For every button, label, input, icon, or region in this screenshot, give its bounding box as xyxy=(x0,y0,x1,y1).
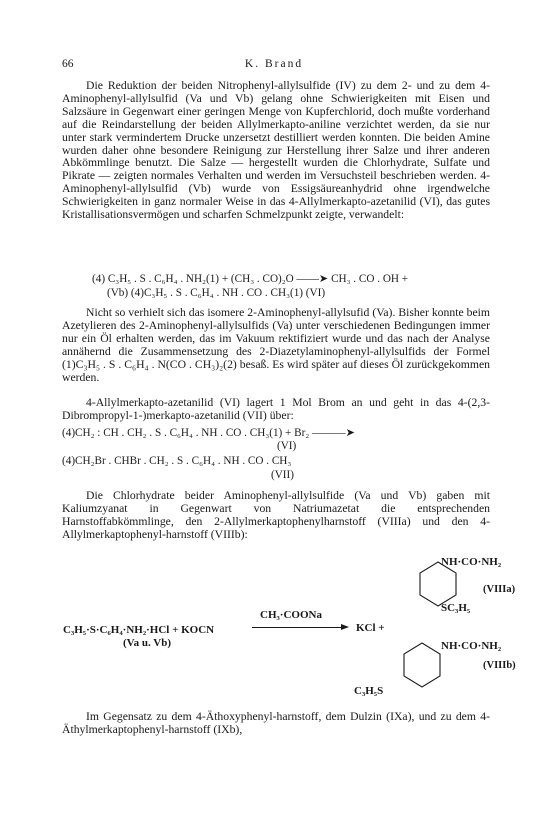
viiib-substituent-allylthio: C₃H₅S xyxy=(354,685,384,697)
running-head: K. Brand xyxy=(244,58,304,70)
equation-bromination-line2: (4)CH₂Br . CHBr . CH₂ . S . C₆H₄ . NH . CO . CH₃ xyxy=(62,455,292,467)
paragraph-bromine: 4-Allylmerkapto-azetanilid (VI) lagert 1 Mol Brom an und geht in das 4-(2,3-Dibrompropyl-1-)merkapto-azetanilid (VII) über: xyxy=(62,396,490,422)
viiib-substituent-urea: NH·CO·NH₂ xyxy=(441,640,502,652)
paragraph-urea: Die Chlorhydrate beider Aminophenyl-allylsulfide (Va und Vb) gaben mit Kaliumzyanat in Gegenwart von Natriumazetat die entsprechenden Harnstoffabkömmlinge, den 2-Allylmerkaptophenylharnstoff (VIIIa) und den 4-Allylmerkaptophenyl-harnstoff (VIIIb): xyxy=(62,489,490,541)
paragraph-isomer: Nicht so verhielt sich das isomere 2-Aminophenyl-allylsufid (Va). Bisher konnte beim Azetylieren des 2-Aminophenyl-allylsulfids (Va) unter verschiedenen Bedingungen immer nur ein Öl erhalten werden, das im Vakuum rektifiziert wurde und das nach der Analyse annähernd die Zusammensetzung des 2-Diazetylaminophenyl-allylsulfids der Formel (1)C₃H₅ . S . C₆H₄ . N(CO . CH₃)₂(2) besaß. Es wird später auf dieses Öl zurückgekommen werden. xyxy=(62,306,490,384)
paragraph-contrast: Im Gegensatz zu dem 4-Äthoxyphenyl-harnstoff, dem Dulzin (IXa), und zu dem 4-Äthylmerkaptophenyl-harnstoff (IXb), xyxy=(62,710,490,736)
equation-acetylation-line1: (4) C₃H₅ . S . C₆H₄ . NH₂(1) + (CH₃ . CO)₂O ——➤ CH₃ . CO . OH + xyxy=(92,273,409,285)
page-header xyxy=(62,58,486,74)
scheme-reactant-label: (Va u. Vb) xyxy=(123,637,171,649)
scheme-arrow-head xyxy=(341,624,349,630)
viiia-substituent-allylthio: SC₃H₅ xyxy=(441,602,471,614)
equation-bromination-label-vi: (VI) xyxy=(277,440,297,452)
scheme-arrow-line xyxy=(252,627,342,628)
viiia-label: (VIIIa) xyxy=(483,584,516,595)
paragraph-reduction: Die Reduktion der beiden Nitrophenyl‑allylsulfide (IV) zu dem 2- und zu dem 4-Aminophenyl-allylsulfid (Va und Vb) gelang ohne Schwierigkeiten mit Eisen und Salzsäure in Gegenwart einer geringen Menge von Kupferchlorid, doch mußte vorderhand auf die Reindarstellung der beiden Allylmerkapto-aniline verzichtet werden, da sie nur unter stark vermindertem Drucke unzersetzt destilliert werden konnten. Die beiden Amine wurden daher ohne besondere Reinigung zur Herstellung ihrer Salze und ihrer anderen Abkömmlinge benutzt. Die Salze — hergestellt wurden die Chlorhydrate, Sulfate und Pikrate — zeigten normales Verhalten und werden im Versuchsteil beschrieben werden. 4-Aminophenyl-allylsulfid (Vb) wurde von Essigsäureanhydrid ohne irgendwelche Schwierigkeiten in ganz normaler Weise in das 4-Allylmerkapto-azetanilid (VI), das gutes Kristallisationsvermögen und scharfen Schmelzpunkt zeigte, verwandelt: xyxy=(62,79,490,222)
equation-acetylation-line2: (Vb) (4)C₃H₅ . S . C₆H₄ . NH . CO . CH₃(1) (VI) xyxy=(107,287,326,299)
viiib-label: (VIIIb) xyxy=(483,660,516,671)
scheme-reactant: C₃H₅·S·C₆H₄·NH₂·HCl + KOCN xyxy=(63,624,215,636)
benzene-ring-viiib xyxy=(402,642,442,688)
viiia-substituent-urea: NH·CO·NH₂ xyxy=(441,556,502,568)
equation-bromination-label-vii: (VII) xyxy=(271,469,294,481)
scheme-kcl: KCl + xyxy=(356,622,385,634)
page-number: 66 xyxy=(62,58,74,70)
equation-bromination-line1: (4)CH₂ : CH . CH₂ . S . C₆H₄ . NH . CO . CH₃(1) + Br₂ ———➤ xyxy=(62,427,355,439)
scheme-reagent: CH₃·COONa xyxy=(260,609,322,621)
